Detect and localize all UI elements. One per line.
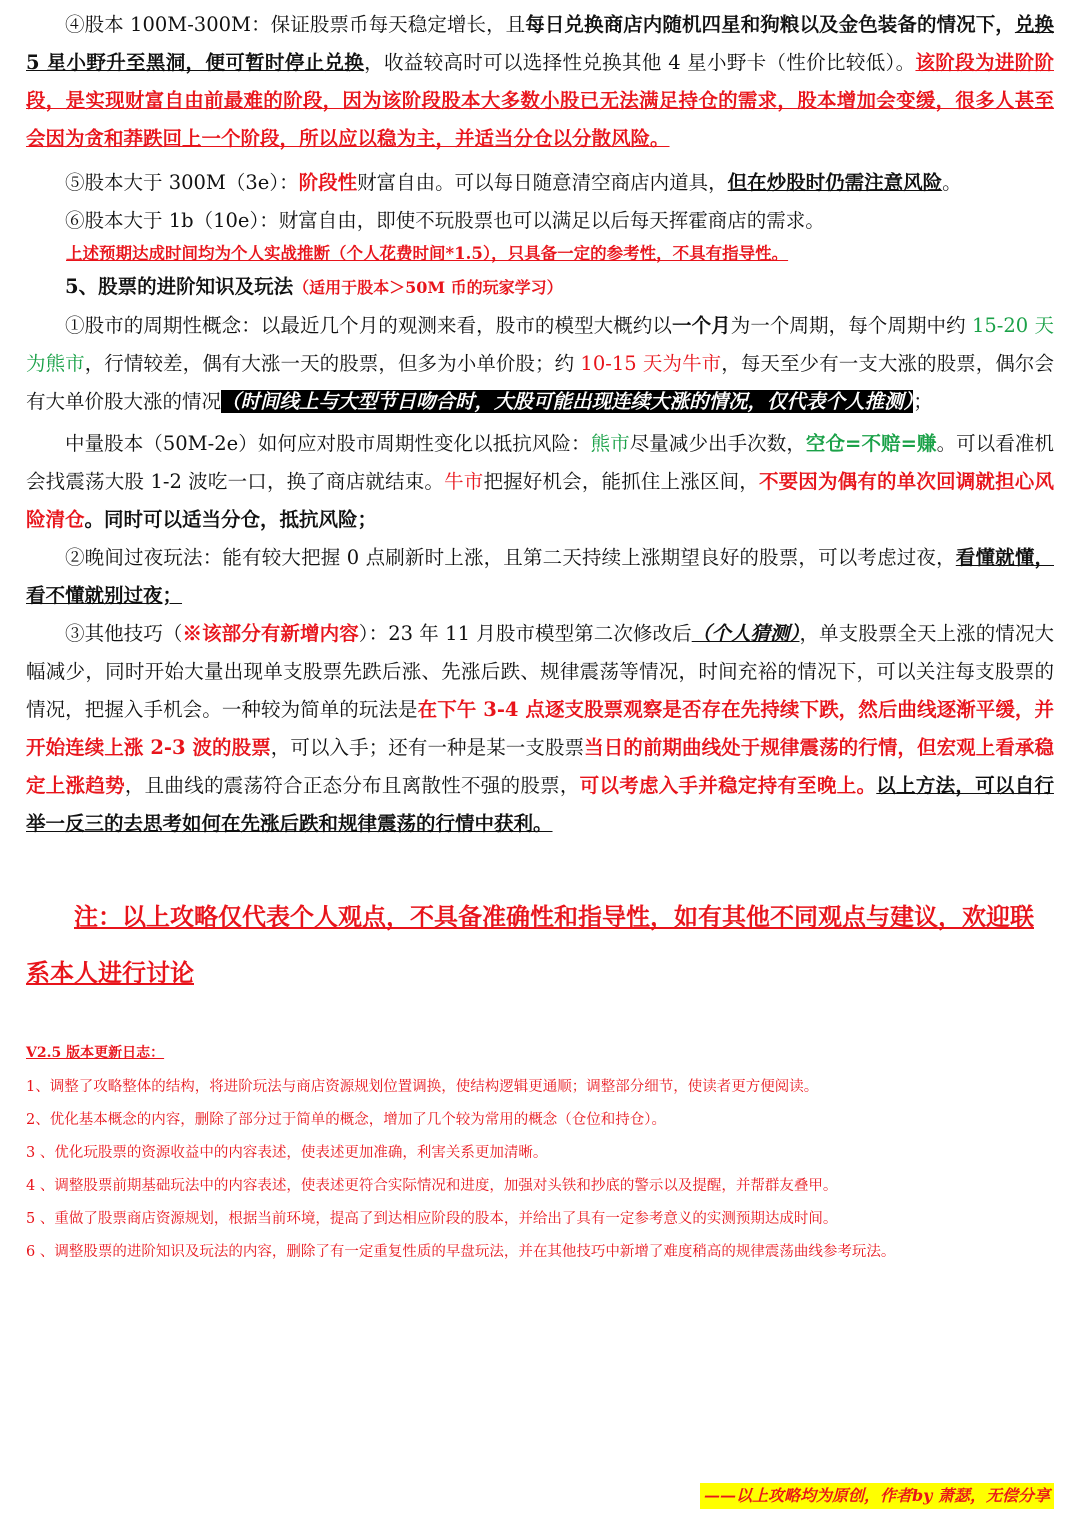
changelog-item: 1、调整了攻略整体的结构，将进阶玩法与商店资源规划位置调换，使结构逻辑更通顺；调整部分细节，使读者更方便阅读。 [26, 1079, 819, 1095]
paragraph-stage-100m-300m [26, 6, 1054, 158]
text: ，每天至少有一支大涨的股票，偶尔会有大单价股大涨的情况 [26, 352, 1054, 413]
highlight-text: 可以考虑入手并稳定持有至晚上。 [579, 774, 877, 797]
changelog [26, 1041, 1054, 1269]
paragraph-stage-1b: ⑥股本大于 1b（10e）：财富自由，即使不玩股票也可以满足以后每天挥霍商店的需求。 [65, 209, 825, 232]
text: 中量股本（50M-2e）如何应对股市周期性变化以抵抗风险： [65, 432, 591, 455]
text: 把握好机会，能抓住上涨区间， [483, 470, 759, 493]
text: ③其他技巧（ [65, 622, 183, 645]
highlight-text: 当日的前期曲线处于规律震荡的行情，但宏观上看承稳定上涨趋势 [26, 736, 1054, 797]
paragraph-stage-300m [26, 164, 1054, 202]
text: ④股本 100M-300M：保证股票币每天稳定增长，且 [65, 13, 526, 36]
text: ，收益较高时可以选择性兑换其他 4 星小野卡（性价比较低）。 [364, 51, 916, 74]
text: 财富自由。可以每日随意清空商店内道具， [357, 171, 728, 194]
paragraph-mid-capital [26, 425, 1054, 539]
paragraph-other-tips [26, 615, 1054, 843]
highlighted-note: （时间线上与大型节日吻合时，大股可能出现连续大涨的情况，仅代表个人推测） [221, 390, 914, 413]
changelog-item: 2、优化基本概念的内容，删除了部分过于简单的概念，增加了几个较为常用的概念（仓位和持仓）。 [26, 1112, 666, 1128]
underlined-bold-text: 但在炒股时仍需注意风险 [727, 171, 943, 194]
new-content-text: ※该部分有新增内容 [182, 622, 359, 645]
bold-text: 一个月 [671, 314, 731, 337]
underlined-bold-text: 看懂就懂，看不懂就别过夜； [26, 546, 1054, 607]
text: 。可以看准机会找震荡大股 1-2 波吃一口，换了商店就结束。 [26, 432, 1054, 493]
guess-text: （个人猜测） [691, 622, 800, 645]
text: 为一个周期，每个周期中约 [730, 314, 966, 337]
changelog-item: 3 、优化玩股票的资源收益中的内容表述，使表述更加准确，利害关系更加清晰。 [26, 1145, 548, 1161]
text: ①股市的周期性概念：以最近几个月的观测来看，股市的模型大概约以 [65, 314, 672, 337]
text: 尽量减少出手次数， [629, 432, 806, 455]
section-title: 5、股票的进阶知识及玩法 [65, 275, 294, 298]
bear-market-text: 熊市 [590, 432, 630, 455]
bold-text: 。同时可以适当分仓，抵抗风险； [84, 508, 378, 531]
warning-text: 不要因为偶有的单次回调就担心风险清仓 [26, 470, 1054, 531]
text: ，且曲线的震荡符合正态分布且离散性不强的股票， [124, 774, 580, 797]
changelog-item: 5 、重做了股票商店资源规划，根据当前环境，提高了到达相应阶段的股本，并给出了具有一定参考意义的实测预期达成时间。 [26, 1211, 838, 1227]
highlight-text: 在下午 3-4 点逐支股票观察是否存在先持续下跌，然后曲线逐渐平缓，并开始连续上涨 2-3 波的股票 [26, 698, 1054, 759]
highlight-text: 阶段性 [298, 171, 358, 194]
author-footer: ——以上攻略均为原创，作者by 萧瑟，无偿分享 [700, 1483, 1054, 1509]
warning-text: 该阶段为进阶阶段，是实现财富自由前最难的阶段，因为该阶段股本大多数小股已无法满足持仓的需求，股本增加会变缓，很多人甚至会因为贪和莽跌回上一个阶段，所以应以稳为主，并适当分仓以分散风险。 [26, 51, 1054, 150]
bold-text: 每日兑换商店内随机四星和狗粮以及金色装备的情况下， [525, 13, 1015, 36]
document-page [26, 6, 1054, 1269]
changelog-item: 6 、调整股票的进阶知识及玩法的内容，删除了有一定重复性质的早盘玩法，并在其他技巧中新增了难度稍高的规律震荡曲线参考玩法。 [26, 1244, 896, 1260]
text: 。 [942, 171, 962, 194]
bull-market-text: 10-15 天为牛市 [574, 352, 722, 375]
bull-market-text: 牛市 [444, 470, 484, 493]
changelog-title: V2.5 版本更新日志： [26, 1045, 165, 1061]
text: ⑤股本大于 300M（3e）： [65, 171, 299, 194]
bear-market-text: 15-20 天为熊市 [26, 314, 1054, 375]
changelog-item: 4 、调整股票前期基础玩法中的内容表述，使表述更符合实际情况和进度，加强对头铁和抄底的警示以及提醒，并帮群友叠甲。 [26, 1178, 838, 1194]
section-heading [26, 268, 1054, 307]
section-subtitle: （适用于股本＞50M 币的玩家学习） [293, 278, 563, 297]
text: ，可以入手；还有一种是某一支股票 [270, 736, 585, 759]
text: ，单支股票全天上涨的情况大幅减少，同时开始大量出现单支股票先跌后涨、先涨后跌、规律震荡等情况，时间充裕的情况下，可以关注每支股票的情况，把握入手机会。一种较为简单的玩法是 [26, 622, 1054, 721]
text: ）：23 年 11 月股市模型第二次修改后 [358, 622, 692, 645]
empty-position-text: 空仓=不赔=赚 [805, 432, 937, 455]
disclaimer-text: 注：以上攻略仅代表个人观点，不具备准确性和指导性，如有其他不同观点与建议，欢迎联系本人进行讨论 [26, 902, 1034, 987]
underlined-bold-text: 兑换 5 星小野升至黑洞，便可暂时停止兑换 [26, 13, 1054, 74]
text: ； [913, 390, 933, 413]
text: ，行情较差，偶有大涨一天的股票，但多为小单价股；约 [84, 352, 575, 375]
paragraph-overnight [26, 539, 1054, 615]
paragraph-market-cycle [26, 307, 1054, 421]
underlined-bold-text: 以上方法，可以自行举一反三的去思考如何在先涨后跌和规律震荡的行情中获利。 [26, 774, 1054, 835]
disclaimer-notice [26, 889, 1054, 1001]
estimate-note: 上述预期达成时间均为个人实战推断（个人花费时间*1.5），只具备一定的参考性，不具有指导性。 [66, 244, 789, 263]
text: ②晚间过夜玩法：能有较大把握 0 点刷新时上涨，且第二天持续上涨期望良好的股票，可以考虑过夜， [65, 546, 956, 569]
